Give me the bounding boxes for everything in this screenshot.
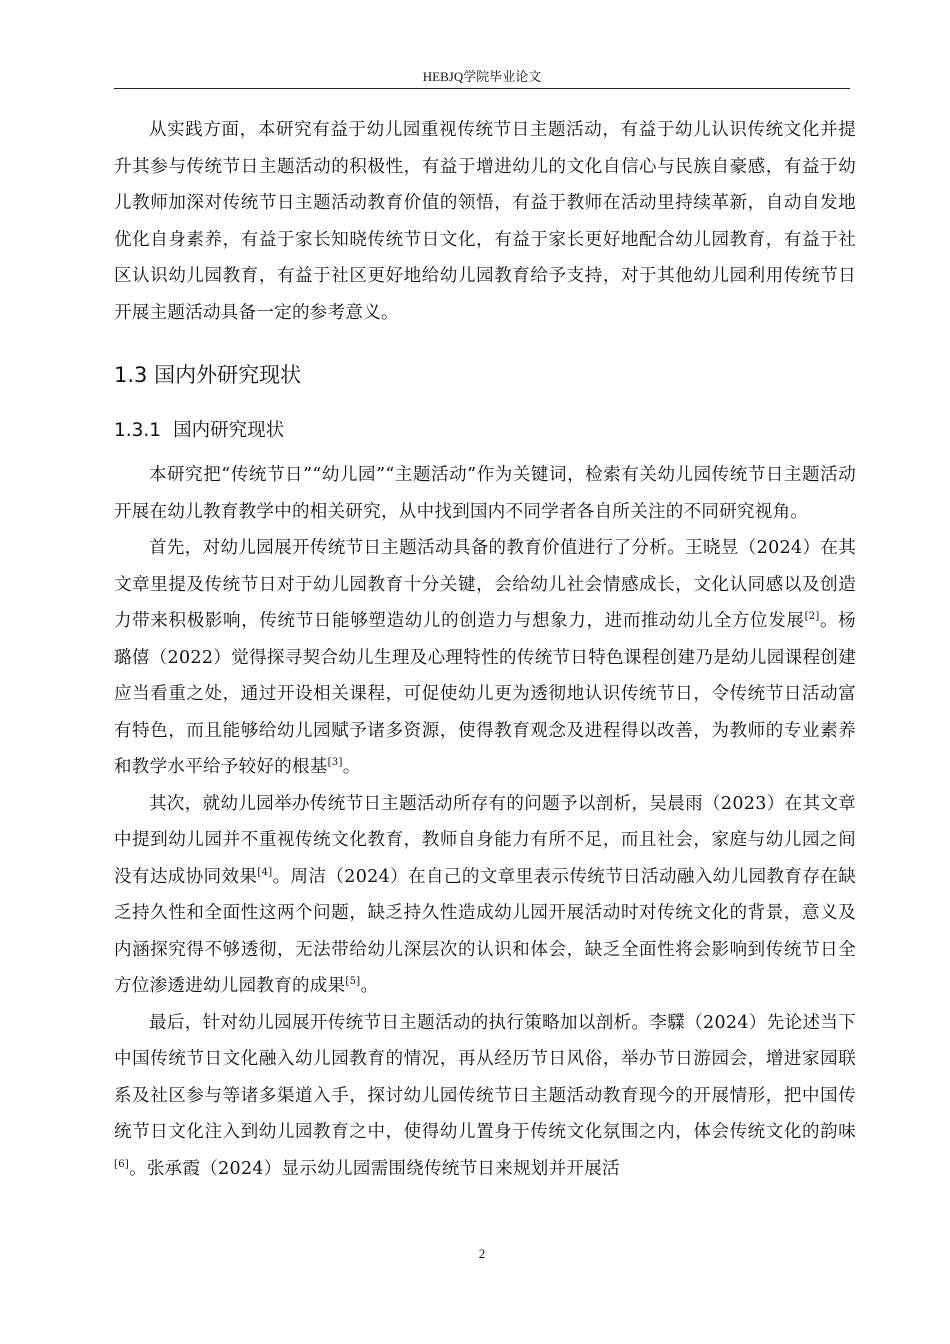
paragraph-text: 首先，对幼儿园展开传统节日主题活动具备的教育价值进行了分析。王晓昱（2024）在其文章里提及传统节日对于幼儿园教育十分关键，会给幼儿社会情感成长，文化认同感以及创造力带来积极影响，传统节日能够塑造幼儿的创造力与想象力，进而推动幼儿全方位发展 [114,538,856,631]
section-heading: 1.3 国内外研究现状 [114,363,302,387]
paragraph-education-value [114,530,856,786]
paragraph-strategies [114,1005,856,1188]
citation-ref[interactable]: [2] [804,611,820,623]
paragraph-text: 。周洁（2024）在自己的文章里表示传统节日活动融入幼儿园教育存在缺乏持久性和全面性这两个问题，缺乏持久性造成幼儿园开展活动时对传统文化的背景，意义及内涵探究得不够透彻，无法带给幼儿深层次的认识和体会，缺乏全面性将会影响到传统节日全方位渗透进幼儿园教育的成果 [114,866,857,996]
page-body [114,112,856,1187]
page-number: 2 [478,1246,486,1261]
paragraph-problems [114,786,856,1005]
paragraph-text: 。 [342,757,361,777]
citation-ref[interactable]: [3] [327,757,343,769]
paragraph-keywords: 本研究把“传统节日”“幼儿园”“主题活动”作为关键词，检索有关幼儿园传统节日主题活动开展在幼儿教育教学中的相关研究，从中找到国内不同学者各自所关注的不同研究视角。 [114,465,856,522]
running-header: HEBJQ学院毕业论文 [422,69,542,84]
paragraph-text: 。 [360,976,379,996]
paragraph-text: 其次，就幼儿园举办传统节日主题活动所存有的问题予以剖析，吴晨雨（2023）在其文章中提到幼儿园并不重视传统文化教育，教师自身能力有所不足，而且社会，家庭与幼儿园之间没有达成协同效果 [114,793,856,887]
intro-paragraph: 从实践方面，本研究有益于幼儿园重视传统节日主题活动，有益于幼儿认识传统文化并提升其参与传统节日主题活动的积极性，有益于增进幼儿的文化自信心与民族自豪感，有益于幼儿教师加深对传统节日主题活动教育价值的领悟，有益于教师在活动里持续革新，自动自发地优化自身素养，有益于家长知晓传统节日文化，有益于家长更好地配合幼儿园教育，有益于社区认识幼儿园教育，有益于社区更好地给幼儿园教育给予支持，对于其他幼儿园利用传统节日开展主题活动具备一定的参考意义。 [114,120,856,323]
subsection-heading [114,411,856,451]
subsection-number: 1.3.1 [114,420,162,441]
citation-ref[interactable]: [4] [257,866,273,878]
paragraph-text: 。张承霞（2024）显示幼儿园需围绕传统节日来规划并开展活 [129,1158,620,1179]
citation-ref[interactable]: [5] [345,976,361,988]
subsection-title: 国内研究现状 [173,420,285,441]
header-divider [114,88,850,89]
citation-ref[interactable]: [6] [114,1158,130,1170]
paragraph-text: 最后，针对幼儿园展开传统节日主题活动的执行策略加以剖析。李驜（2024）先论述当下中国传统节日文化融入幼儿园教育的情况，再从经历节日风俗，举办节日游园会，增进家园联系及社区参与等诸多渠道入手，探讨幼儿园传统节日主题活动教育现今的开展情形，把中国传统节日文化注入到幼儿园教育之中，使得幼儿置身于传统文化氛围之内，体会传统文化的韵味 [114,1012,856,1142]
paragraph-text: 。杨璐僖（2022）觉得探寻契合幼儿生理及心理特性的传统节日特色课程创建乃是幼儿园课程创建应当看重之处，通过开设相关课程，可促使幼儿更为透彻地认识传统节日，令传统节日活动富有特色，而且能够给幼儿园赋予诸多资源，使得教育观念及进程得以改善，为教师的专业素养和教学水平给予较好的根基 [114,611,856,777]
